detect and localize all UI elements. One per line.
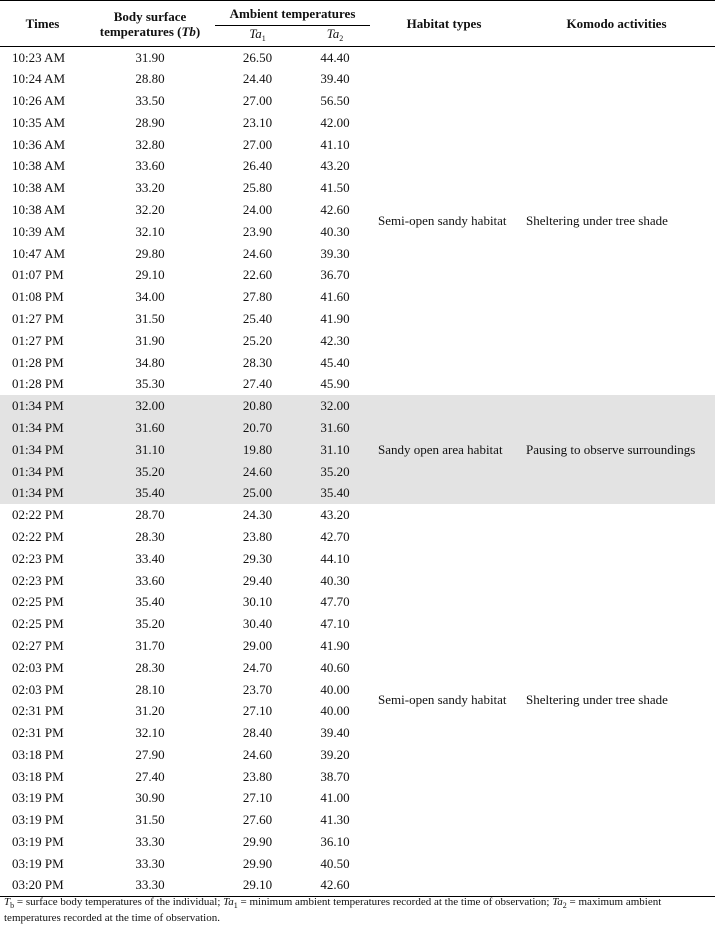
ta1-cell: 27.00 xyxy=(242,92,273,108)
footnote-tb-text: = surface body temperatures of the individual; xyxy=(14,896,224,908)
time-cell: 10:38 AM xyxy=(12,201,66,217)
body-temp-cell: 28.10 xyxy=(135,681,165,697)
ta1-cell: 28.30 xyxy=(242,354,273,370)
time-cell: 01:34 PM xyxy=(0,417,85,439)
ta2-cell: 42.60 xyxy=(320,201,350,217)
ta1-cell: 24.00 xyxy=(242,201,273,217)
time-cell: 02:03 PM xyxy=(12,681,64,697)
ta1-cell: 20.80 xyxy=(215,395,300,417)
time-cell: 01:27 PM xyxy=(12,310,64,326)
footnote-tb-sub: b xyxy=(10,901,15,910)
time-cell: 03:18 PM xyxy=(12,746,64,762)
time-cell: 03:19 PM xyxy=(12,790,64,806)
ta1-cell: 29.30 xyxy=(242,550,273,566)
time-cell: 10:38 AM xyxy=(12,180,66,196)
ta1-cell: 27.00 xyxy=(242,136,273,152)
ta1-cell: 29.00 xyxy=(242,637,273,653)
body-temp-cell: 31.90 xyxy=(135,49,165,65)
body-temp-cell: 32.00 xyxy=(85,395,215,417)
ta2-cell: 39.40 xyxy=(320,71,350,87)
ta1-cell: 29.40 xyxy=(242,572,273,588)
time-cell: 01:34 PM xyxy=(0,461,85,483)
time-cell: 10:35 AM xyxy=(12,114,66,130)
time-cell: 10:23 AM xyxy=(12,49,66,65)
body-temp-cell: 31.70 xyxy=(135,637,165,653)
body-temp-cell: 27.40 xyxy=(135,768,165,784)
ta2-cell: 41.00 xyxy=(320,790,350,806)
ta1-cell: 23.80 xyxy=(242,528,273,544)
body-temp-cell: 32.10 xyxy=(135,223,165,239)
table-row xyxy=(0,395,715,417)
activity-cell: Pausing to observe surroundings xyxy=(518,395,715,504)
ta1-cell: 19.80 xyxy=(215,439,300,461)
body-temp-cell: 28.30 xyxy=(135,659,165,675)
time-cell: 01:34 PM xyxy=(0,482,85,504)
ta1-cell: 26.50 xyxy=(242,49,273,65)
ta1-cell: 24.60 xyxy=(215,461,300,483)
body-temp-cell: 35.30 xyxy=(135,376,165,392)
activity-cell: Sheltering under tree shade xyxy=(518,504,715,896)
time-cell: 02:22 PM xyxy=(12,528,64,544)
body-temp-cell: 35.40 xyxy=(85,482,215,504)
time-cell: 03:19 PM xyxy=(12,855,64,871)
body-temp-cell: 28.90 xyxy=(135,114,165,130)
time-cell: 02:31 PM xyxy=(12,725,64,741)
habitat-cell: Semi-open sandy habitat xyxy=(378,213,507,229)
body-temp-cell: 31.90 xyxy=(135,332,165,348)
header-activity: Komodo activities xyxy=(518,1,715,47)
body-temp-cell: 29.80 xyxy=(135,245,165,261)
time-cell: 01:27 PM xyxy=(12,332,64,348)
body-temp-cell: 33.30 xyxy=(135,855,165,871)
ta2-cell: 40.50 xyxy=(320,855,350,871)
body-temp-cell: 35.40 xyxy=(135,594,165,610)
body-temp-cell: 31.50 xyxy=(135,310,165,326)
body-temp-cell: 31.60 xyxy=(85,417,215,439)
ta2-cell: 39.40 xyxy=(320,725,350,741)
ta1-cell: 24.30 xyxy=(242,507,273,523)
habitat-cell: Sandy open area habitat xyxy=(370,395,518,504)
ta2-cell: 41.90 xyxy=(320,637,350,653)
time-cell: 01:07 PM xyxy=(12,267,64,283)
ta2-cell: 40.00 xyxy=(320,703,350,719)
table-row xyxy=(0,504,715,526)
ta2-cell: 32.00 xyxy=(300,395,370,417)
activity-cell: Sheltering under tree shade xyxy=(526,213,668,229)
body-temp-cell: 28.80 xyxy=(135,71,165,87)
time-cell: 02:25 PM xyxy=(12,594,64,610)
time-cell: 02:23 PM xyxy=(12,550,64,566)
body-temp-cell: 33.50 xyxy=(135,92,165,108)
time-cell: 02:22 PM xyxy=(12,507,64,523)
header-body-temp-line2: temperatures ( xyxy=(99,23,182,39)
ta2-cell: 35.40 xyxy=(300,482,370,504)
time-cell: 10:24 AM xyxy=(12,71,66,87)
ta2-cell: 39.30 xyxy=(320,245,350,261)
ta2-cell: 40.30 xyxy=(320,572,350,588)
ta2-cell: 31.10 xyxy=(300,439,370,461)
header-ta2-sub: 2 xyxy=(339,34,344,43)
footnote-tb-symbol: T xyxy=(4,896,11,908)
ta1-cell: 27.80 xyxy=(242,289,273,305)
ta2-cell: 44.40 xyxy=(320,49,350,65)
ta1-cell: 30.40 xyxy=(242,616,273,632)
body-temp-cell: 34.00 xyxy=(135,289,165,305)
time-cell: 02:27 PM xyxy=(12,637,64,653)
ta1-cell: 23.10 xyxy=(242,114,273,130)
body-temp-cell: 31.50 xyxy=(135,812,165,828)
ta2-cell: 42.60 xyxy=(300,875,370,897)
ta2-cell: 36.10 xyxy=(320,834,350,850)
time-cell: 01:08 PM xyxy=(12,289,64,305)
time-cell: 10:39 AM xyxy=(12,223,66,239)
ta1-cell: 23.70 xyxy=(242,681,273,697)
footnote-ta1-symbol: Ta xyxy=(223,896,234,908)
footnote-ta2-text: = maximum ambient temperatures recorded at the time of observation. xyxy=(4,896,662,924)
ta2-cell: 42.70 xyxy=(320,528,350,544)
ta2-cell: 42.30 xyxy=(320,332,350,348)
ta1-cell: 23.90 xyxy=(242,223,273,239)
habitat-cell: Semi-open sandy habitat xyxy=(370,504,518,896)
time-cell: 02:31 PM xyxy=(12,703,64,719)
ta2-cell: 40.30 xyxy=(320,223,350,239)
body-temp-cell: 28.70 xyxy=(135,507,165,523)
ta2-cell: 40.00 xyxy=(320,681,350,697)
header-ta1-symbol: Ta xyxy=(249,26,262,41)
ta1-cell: 30.10 xyxy=(242,594,273,610)
time-cell: 03:19 PM xyxy=(12,834,64,850)
header-habitat: Habitat types xyxy=(370,1,518,47)
ta1-cell: 25.80 xyxy=(242,180,273,196)
ta1-cell: 22.60 xyxy=(242,267,273,283)
header-ta1 xyxy=(215,26,300,47)
time-cell: 02:25 PM xyxy=(12,616,64,632)
ta1-cell: 20.70 xyxy=(215,417,300,439)
header-body-temp-close: ) xyxy=(195,23,201,39)
body-temp-cell: 30.90 xyxy=(135,790,165,806)
ta2-cell: 36.70 xyxy=(320,267,350,283)
table-row xyxy=(0,47,715,69)
ta1-cell: 24.60 xyxy=(242,746,273,762)
ta2-cell: 40.60 xyxy=(320,659,350,675)
time-cell: 03:19 PM xyxy=(12,812,64,828)
ta2-cell: 35.20 xyxy=(300,461,370,483)
ta1-cell: 25.20 xyxy=(242,332,273,348)
body-temp-cell: 35.20 xyxy=(135,616,165,632)
time-cell: 03:18 PM xyxy=(12,768,64,784)
body-temp-cell: 33.30 xyxy=(85,875,215,897)
header-body-temp-line1: Body surface xyxy=(113,8,187,24)
body-temp-cell: 33.20 xyxy=(135,180,165,196)
ta1-cell: 25.00 xyxy=(215,482,300,504)
ta1-cell: 27.10 xyxy=(242,703,273,719)
ta1-cell: 29.90 xyxy=(242,855,273,871)
body-temp-cell: 33.30 xyxy=(135,834,165,850)
body-temp-cell: 33.60 xyxy=(135,158,165,174)
body-temp-cell: 32.10 xyxy=(135,725,165,741)
ta2-cell: 41.10 xyxy=(320,136,350,152)
body-temp-cell: 33.40 xyxy=(135,550,165,566)
ta2-cell: 44.10 xyxy=(320,550,350,566)
header-body-temp xyxy=(85,1,215,47)
ta2-cell: 42.00 xyxy=(320,114,350,130)
ta1-cell: 24.40 xyxy=(242,71,273,87)
ta2-cell: 31.60 xyxy=(300,417,370,439)
ta2-cell: 47.10 xyxy=(320,616,350,632)
ta1-cell: 25.40 xyxy=(242,310,273,326)
ta2-cell: 56.50 xyxy=(320,92,350,108)
body-temp-cell: 33.60 xyxy=(135,572,165,588)
ta2-cell: 47.70 xyxy=(320,594,350,610)
ta1-cell: 27.40 xyxy=(242,376,273,392)
footnote-ta1-text: = minimum ambient temperatures recorded at the time of observation; xyxy=(237,896,553,908)
ta1-cell: 29.90 xyxy=(242,834,273,850)
time-cell: 01:34 PM xyxy=(0,395,85,417)
ta2-cell: 43.20 xyxy=(320,158,350,174)
table-header xyxy=(0,1,715,47)
ta1-cell: 24.60 xyxy=(242,245,273,261)
ta1-cell: 26.40 xyxy=(242,158,273,174)
body-temp-cell: 34.80 xyxy=(135,354,165,370)
time-cell: 02:03 PM xyxy=(12,659,64,675)
body-temp-cell: 28.30 xyxy=(135,528,165,544)
header-ta2 xyxy=(300,26,370,47)
body-temp-cell: 29.10 xyxy=(135,267,165,283)
ta2-cell: 41.90 xyxy=(320,310,350,326)
time-cell: 03:20 PM xyxy=(0,875,85,897)
footnote-ta2-sub: 2 xyxy=(562,901,567,910)
ta1-cell: 28.40 xyxy=(242,725,273,741)
ta1-cell: 23.80 xyxy=(242,768,273,784)
body-temp-cell: 31.20 xyxy=(135,703,165,719)
ta1-cell: 27.10 xyxy=(242,790,273,806)
table-footnote xyxy=(4,896,709,925)
header-ambient: Ambient temperatures xyxy=(215,1,370,26)
ta2-cell: 41.60 xyxy=(320,289,350,305)
body-temp-cell: 32.20 xyxy=(135,201,165,217)
ta1-cell: 27.60 xyxy=(242,812,273,828)
ta2-cell: 41.30 xyxy=(320,812,350,828)
ta2-cell: 43.20 xyxy=(320,507,350,523)
header-ta1-sub: 1 xyxy=(261,34,266,43)
header-times: Times xyxy=(0,1,85,47)
header-ta2-symbol: Ta xyxy=(326,26,340,41)
ta1-cell: 24.70 xyxy=(242,659,273,675)
body-temp-cell: 32.80 xyxy=(135,136,165,152)
time-cell: 10:26 AM xyxy=(12,92,66,108)
time-cell: 02:23 PM xyxy=(12,572,64,588)
time-cell: 01:28 PM xyxy=(12,376,64,392)
ta2-cell: 45.90 xyxy=(320,376,350,392)
ta2-cell: 41.50 xyxy=(320,180,350,196)
time-cell: 10:38 AM xyxy=(12,158,66,174)
table-body xyxy=(0,47,715,897)
body-temp-cell: 35.20 xyxy=(85,461,215,483)
body-temp-cell: 31.10 xyxy=(85,439,215,461)
footnote-ta1-sub: 1 xyxy=(233,901,238,910)
time-cell: 01:34 PM xyxy=(0,439,85,461)
time-cell: 10:47 AM xyxy=(12,245,66,261)
header-body-temp-symbol: Tb xyxy=(181,23,196,39)
ta2-cell: 39.20 xyxy=(320,746,350,762)
ta1-cell: 29.10 xyxy=(215,875,300,897)
footnote-ta2-symbol: Ta xyxy=(552,896,563,908)
body-temp-cell: 27.90 xyxy=(135,746,165,762)
time-cell: 10:36 AM xyxy=(12,136,66,152)
ta2-cell: 38.70 xyxy=(320,768,350,784)
time-cell: 01:28 PM xyxy=(12,354,64,370)
ta2-cell: 45.40 xyxy=(320,354,350,370)
